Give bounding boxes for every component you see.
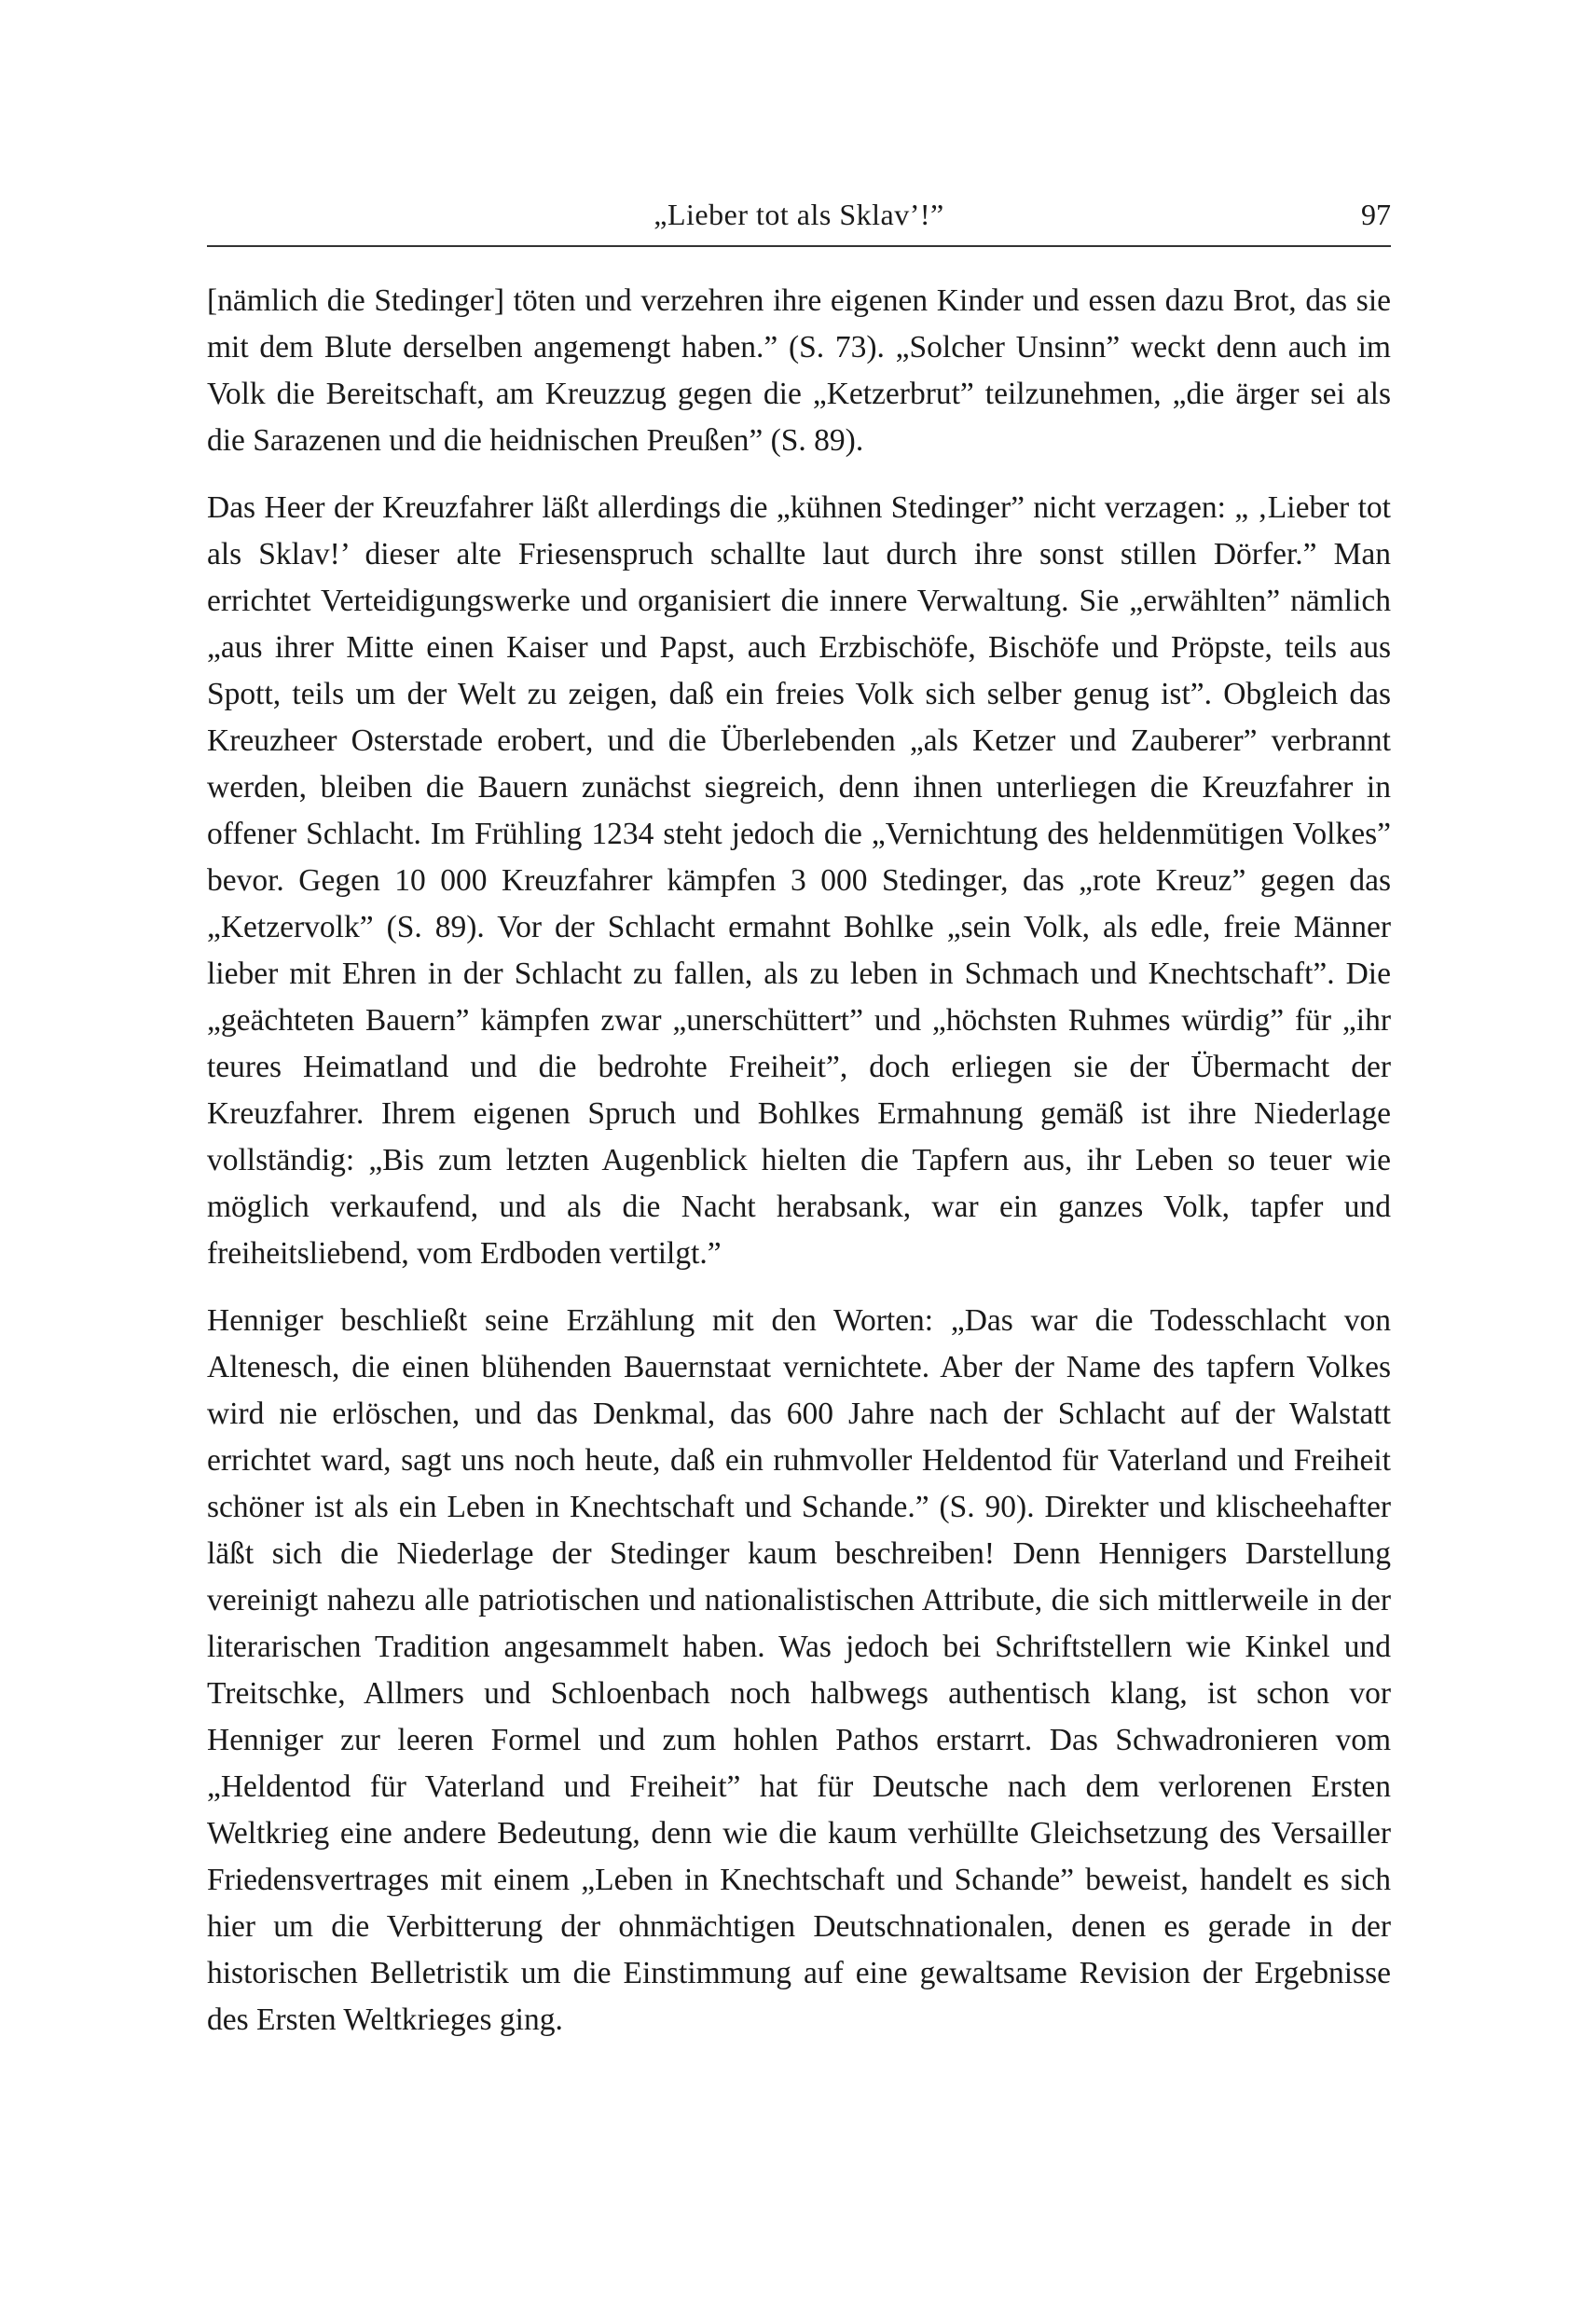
page-number: 97 bbox=[1361, 198, 1391, 231]
body-text bbox=[207, 278, 1391, 2044]
running-header bbox=[207, 192, 1391, 241]
paragraph-2: Das Heer der Kreuzfahrer läßt allerdings die „kühnen Stedinger” nicht verzagen: „ ‚Lieber tot als Sklav!’ dieser alte Friesenspruch schallte laut durch ihre sonst stillen Dörfer.” Man errichtet Verteidigungswerke und organisiert die innere Verwaltung. Sie „erwählten” nämlich „aus ihrer Mitte einen Kaiser und Papst, auch Erzbischöfe, Bischöfe und Pröpste, teils aus Spott, teils um der Welt zu zeigen, daß ein freies Volk sich selber genug ist”. Obgleich das Kreuzheer Osterstade erobert, und die Überlebenden „als Ketzer und Zauberer” verbrannt werden, bleiben die Bauern zunächst siegreich, denn ihnen unterliegen die Kreuzfahrer in offener Schlacht. Im Frühling 1234 steht jedoch die „Vernichtung des heldenmütigen Volkes” bevor. Gegen 10 000 Kreuzfahrer kämpfen 3 000 Stedinger, das „rote Kreuz” gegen das „Ketzervolk” (S. 89). Vor der Schlacht ermahnt Bohlke „sein Volk, als edle, freie Männer lieber mit Ehren in der Schlacht zu fallen, als zu leben in Schmach und Knechtschaft”. Die „geächteten Bauern” kämpfen zwar „unerschüttert” und „höchsten Ruhmes würdig” für „ihr teures Heimatland und die bedrohte Freiheit”, doch erliegen sie der Übermacht der Kreuzfahrer. Ihrem eigenen Spruch und Bohlkes Ermahnung gemäß ist ihre Niederlage vollständig: „Bis zum letzten Augenblick hielten die Tapfern aus, ihr Leben so teuer wie möglich verkaufend, und als die Nacht herabsank, war ein ganzes Volk, tapfer und freiheitsliebend, vom Erdboden vertilgt.” bbox=[207, 490, 1391, 1271]
header-rule bbox=[207, 245, 1391, 247]
paragraph-1: [nämlich die Stedinger] töten und verzehren ihre eigenen Kinder und essen dazu Brot, das sie mit dem Blute derselben angemengt haben.” (S. 73). „Solcher Unsinn” weckt denn auch im Volk die Bereitschaft, am Kreuzzug gegen die „Ketzerbrut” teilzunehmen, „die ärger sei als die Sarazenen und die heidnischen Preußen” (S. 89). bbox=[207, 283, 1391, 458]
running-header-title: „Lieber tot als Sklav’!” bbox=[654, 198, 944, 231]
paragraph-3: Henniger beschließt seine Erzählung mit den Worten: „Das war die Todesschlacht von Altenesch, die einen blühenden Bauernstaat vernichtete. Aber der Name des tapfern Volkes wird nie erlöschen, und das Denkmal, das 600 Jahre nach der Schlacht auf der Walstatt errichtet ward, sagt uns noch heute, daß ein ruhmvoller Heldentod für Vaterland und Freiheit schöner ist als ein Leben in Knechtschaft und Schande.” (S. 90). Direkter und klischeehafter läßt sich die Niederlage der Stedinger kaum beschreiben! Denn Hennigers Darstellung vereinigt nahezu alle patriotischen und nationalistischen Attribute, die sich mittlerweile in der literarischen Tradition angesammelt haben. Was jedoch bei Schriftstellern wie Kinkel und Treitschke, Allmers und Schloenbach noch halbwegs authentisch klang, ist schon vor Henniger zur leeren Formel und zum hohlen Pathos erstarrt. Das Schwadronieren vom „Heldentod für Vaterland und Freiheit” hat für Deutsche nach dem verlorenen Ersten Weltkrieg eine andere Bedeutung, denn wie die kaum verhüllte Gleichsetzung des Versailler Friedensvertrages mit einem „Leben in Knechtschaft und Schande” beweist, handelt es sich hier um die Verbitterung der ohnmächtigen Deutschnationalen, denen es gerade in der historischen Belletristik um die Einstimmung auf eine gewaltsame Revision der Ergebnisse des Ersten Weltkrieges ging. bbox=[207, 1303, 1391, 2037]
